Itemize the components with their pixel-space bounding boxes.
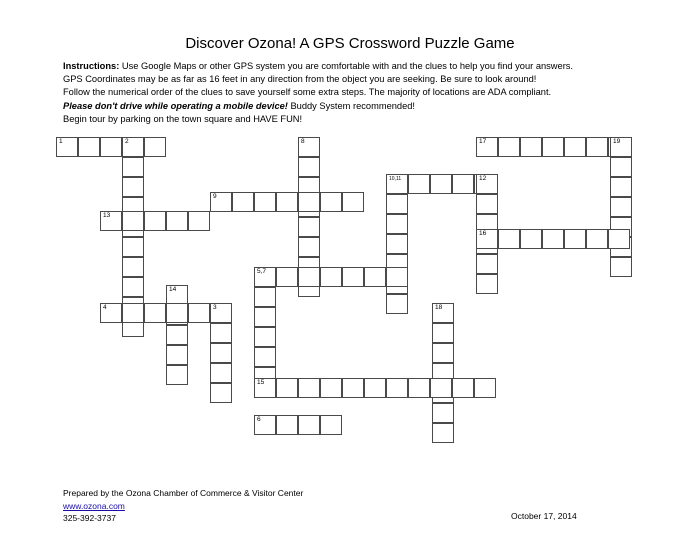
crossword-cell[interactable] (166, 365, 188, 385)
crossword-cell[interactable] (542, 229, 564, 249)
crossword-cell[interactable] (342, 192, 364, 212)
clue-number: 9 (213, 193, 217, 200)
crossword-cell[interactable] (298, 217, 320, 237)
crossword-cell[interactable] (78, 137, 100, 157)
crossword-cell[interactable] (166, 211, 188, 231)
clue-number: 18 (435, 304, 443, 311)
clue-number: 19 (613, 138, 621, 145)
crossword-cell[interactable] (122, 237, 144, 257)
crossword-cell[interactable] (610, 257, 632, 277)
crossword-cell[interactable] (254, 415, 276, 435)
crossword-cell[interactable] (166, 345, 188, 365)
crossword-cell[interactable] (476, 254, 498, 274)
instructions-line-3: Follow the numerical order of the clues to save yourself some extra steps. The majority of locations are ADA compliant. (63, 87, 552, 98)
crossword-cell[interactable] (210, 343, 232, 363)
crossword-cell[interactable] (166, 285, 188, 305)
crossword-cell[interactable] (100, 137, 122, 157)
crossword-cell[interactable] (254, 267, 276, 287)
crossword-cell[interactable] (608, 229, 630, 249)
crossword-cell[interactable] (452, 378, 474, 398)
crossword-cell[interactable] (166, 303, 188, 323)
crossword-cell[interactable] (408, 174, 430, 194)
crossword-cell[interactable] (476, 274, 498, 294)
crossword-cell[interactable] (298, 267, 320, 287)
clue-number: 6 (257, 416, 261, 423)
crossword-cell[interactable] (386, 174, 408, 194)
crossword-cell[interactable] (432, 343, 454, 363)
crossword-cell[interactable] (320, 267, 342, 287)
clue-number: 16 (479, 230, 487, 237)
crossword-cell[interactable] (122, 137, 144, 157)
crossword-cell[interactable] (254, 287, 276, 307)
crossword-cell[interactable] (276, 192, 298, 212)
instructions-line-1: Instructions: Use Google Maps or other GPS system you are comfortable with and the clues to help you find your answers. (63, 61, 574, 71)
prepared-by: Prepared by the Ozona Chamber of Commerce & Visitor Center (63, 488, 304, 498)
crossword-cell[interactable] (386, 214, 408, 234)
crossword-cell[interactable] (386, 234, 408, 254)
crossword-cell[interactable] (276, 415, 298, 435)
crossword-cell[interactable] (122, 303, 144, 323)
clue-number: 8 (301, 138, 305, 145)
crossword-cell[interactable] (210, 363, 232, 383)
crossword-cell[interactable] (144, 137, 166, 157)
clue-number: 14 (169, 286, 177, 293)
crossword-cell[interactable] (520, 137, 542, 157)
crossword-cell[interactable] (432, 323, 454, 343)
clue-number: 5,7 (257, 268, 267, 275)
footer (63, 487, 303, 525)
crossword-cell[interactable] (342, 267, 364, 287)
website-link[interactable]: www.ozona.com (63, 500, 125, 511)
crossword-cell[interactable] (320, 192, 342, 212)
crossword-cell[interactable] (254, 307, 276, 327)
crossword-cell[interactable] (100, 211, 122, 231)
crossword-cell[interactable] (254, 378, 276, 398)
crossword-cell[interactable] (564, 229, 586, 249)
crossword-cell[interactable] (254, 192, 276, 212)
crossword-cell[interactable] (210, 383, 232, 403)
phone-number: 325-392-3737 (63, 513, 116, 523)
crossword-cell[interactable] (298, 192, 320, 212)
crossword-cell[interactable] (476, 229, 498, 249)
crossword-cell[interactable] (610, 157, 632, 177)
crossword-cell[interactable] (610, 177, 632, 197)
crossword-cell[interactable] (452, 174, 474, 194)
crossword-cell[interactable] (298, 378, 320, 398)
crossword-cell[interactable] (122, 157, 144, 177)
crossword-cell[interactable] (386, 294, 408, 314)
crossword-cell[interactable] (386, 378, 408, 398)
clue-number: 1 (59, 138, 63, 145)
instructions-line-5: Begin tour by parking on the town square and HAVE FUN! (63, 113, 303, 124)
clue-number: 12 (479, 175, 487, 182)
crossword-cell[interactable] (610, 197, 632, 217)
crossword-cell[interactable] (432, 303, 454, 323)
crossword-cell[interactable] (122, 211, 144, 231)
crossword-cell[interactable] (564, 137, 586, 157)
crossword-cell[interactable] (498, 137, 520, 157)
crossword-cell[interactable] (474, 378, 496, 398)
crossword-cell[interactable] (610, 137, 632, 157)
crossword-cell[interactable] (210, 303, 232, 323)
crossword-cell[interactable] (586, 137, 608, 157)
crossword-cell[interactable] (364, 267, 386, 287)
safety-warning: Please don't drive while operating a mobile device! (63, 100, 288, 111)
crossword-cell[interactable] (298, 415, 320, 435)
crossword-cell[interactable] (432, 423, 454, 443)
clue-number: 10,11 (389, 176, 402, 182)
crossword-cell[interactable] (476, 137, 498, 157)
crossword-cell[interactable] (586, 229, 608, 249)
crossword-cell[interactable] (298, 237, 320, 257)
crossword-cell[interactable] (276, 267, 298, 287)
crossword-cell[interactable] (476, 194, 498, 214)
crossword-cell[interactable] (56, 137, 78, 157)
crossword-cell[interactable] (386, 194, 408, 214)
instructions-line-4: Please don't drive while operating a mobile device! Buddy System recommended! (63, 100, 416, 111)
crossword-cell[interactable] (188, 303, 210, 323)
instructions-line-2: GPS Coordinates may be as far as 16 feet in any direction from the object you are seeking. Be sure to look around! (63, 74, 537, 85)
crossword-cell[interactable] (166, 325, 188, 345)
crossword-cell[interactable] (432, 403, 454, 423)
crossword-cell[interactable] (430, 174, 452, 194)
clue-number: 2 (125, 138, 129, 145)
page-title: Discover Ozona! A GPS Crossword Puzzle Game (185, 35, 515, 52)
crossword-cell[interactable] (100, 303, 122, 323)
crossword-cell[interactable] (476, 174, 498, 194)
crossword-cell[interactable] (254, 347, 276, 367)
crossword-cell[interactable] (498, 229, 520, 249)
crossword-cell[interactable] (342, 378, 364, 398)
crossword-cell[interactable] (520, 229, 542, 249)
crossword-cell[interactable] (232, 192, 254, 212)
crossword-cell[interactable] (298, 157, 320, 177)
crossword-cell[interactable] (122, 177, 144, 197)
crossword-cell[interactable] (144, 211, 166, 231)
crossword-cell[interactable] (320, 378, 342, 398)
clue-number: 17 (479, 138, 487, 145)
crossword-cell[interactable] (542, 137, 564, 157)
crossword-cell[interactable] (188, 211, 210, 231)
clue-number: 13 (103, 212, 111, 219)
clue-number: 4 (103, 304, 107, 311)
crossword-cell[interactable] (408, 378, 430, 398)
crossword-cell[interactable] (210, 192, 232, 212)
crossword-cell[interactable] (144, 303, 166, 323)
crossword-cell[interactable] (298, 137, 320, 157)
crossword-cell[interactable] (430, 378, 452, 398)
document-date: October 17, 2014 (511, 511, 577, 521)
crossword-cell[interactable] (276, 378, 298, 398)
instructions-label: Instructions: (63, 61, 120, 71)
crossword-cell[interactable] (320, 415, 342, 435)
crossword-cell[interactable] (122, 277, 144, 297)
clue-number: 3 (213, 304, 217, 311)
clue-number: 15 (257, 379, 265, 386)
crossword-cell[interactable] (210, 323, 232, 343)
crossword-cell[interactable] (122, 257, 144, 277)
crossword-cell[interactable] (386, 267, 408, 287)
crossword-cell[interactable] (254, 327, 276, 347)
crossword-cell[interactable] (364, 378, 386, 398)
